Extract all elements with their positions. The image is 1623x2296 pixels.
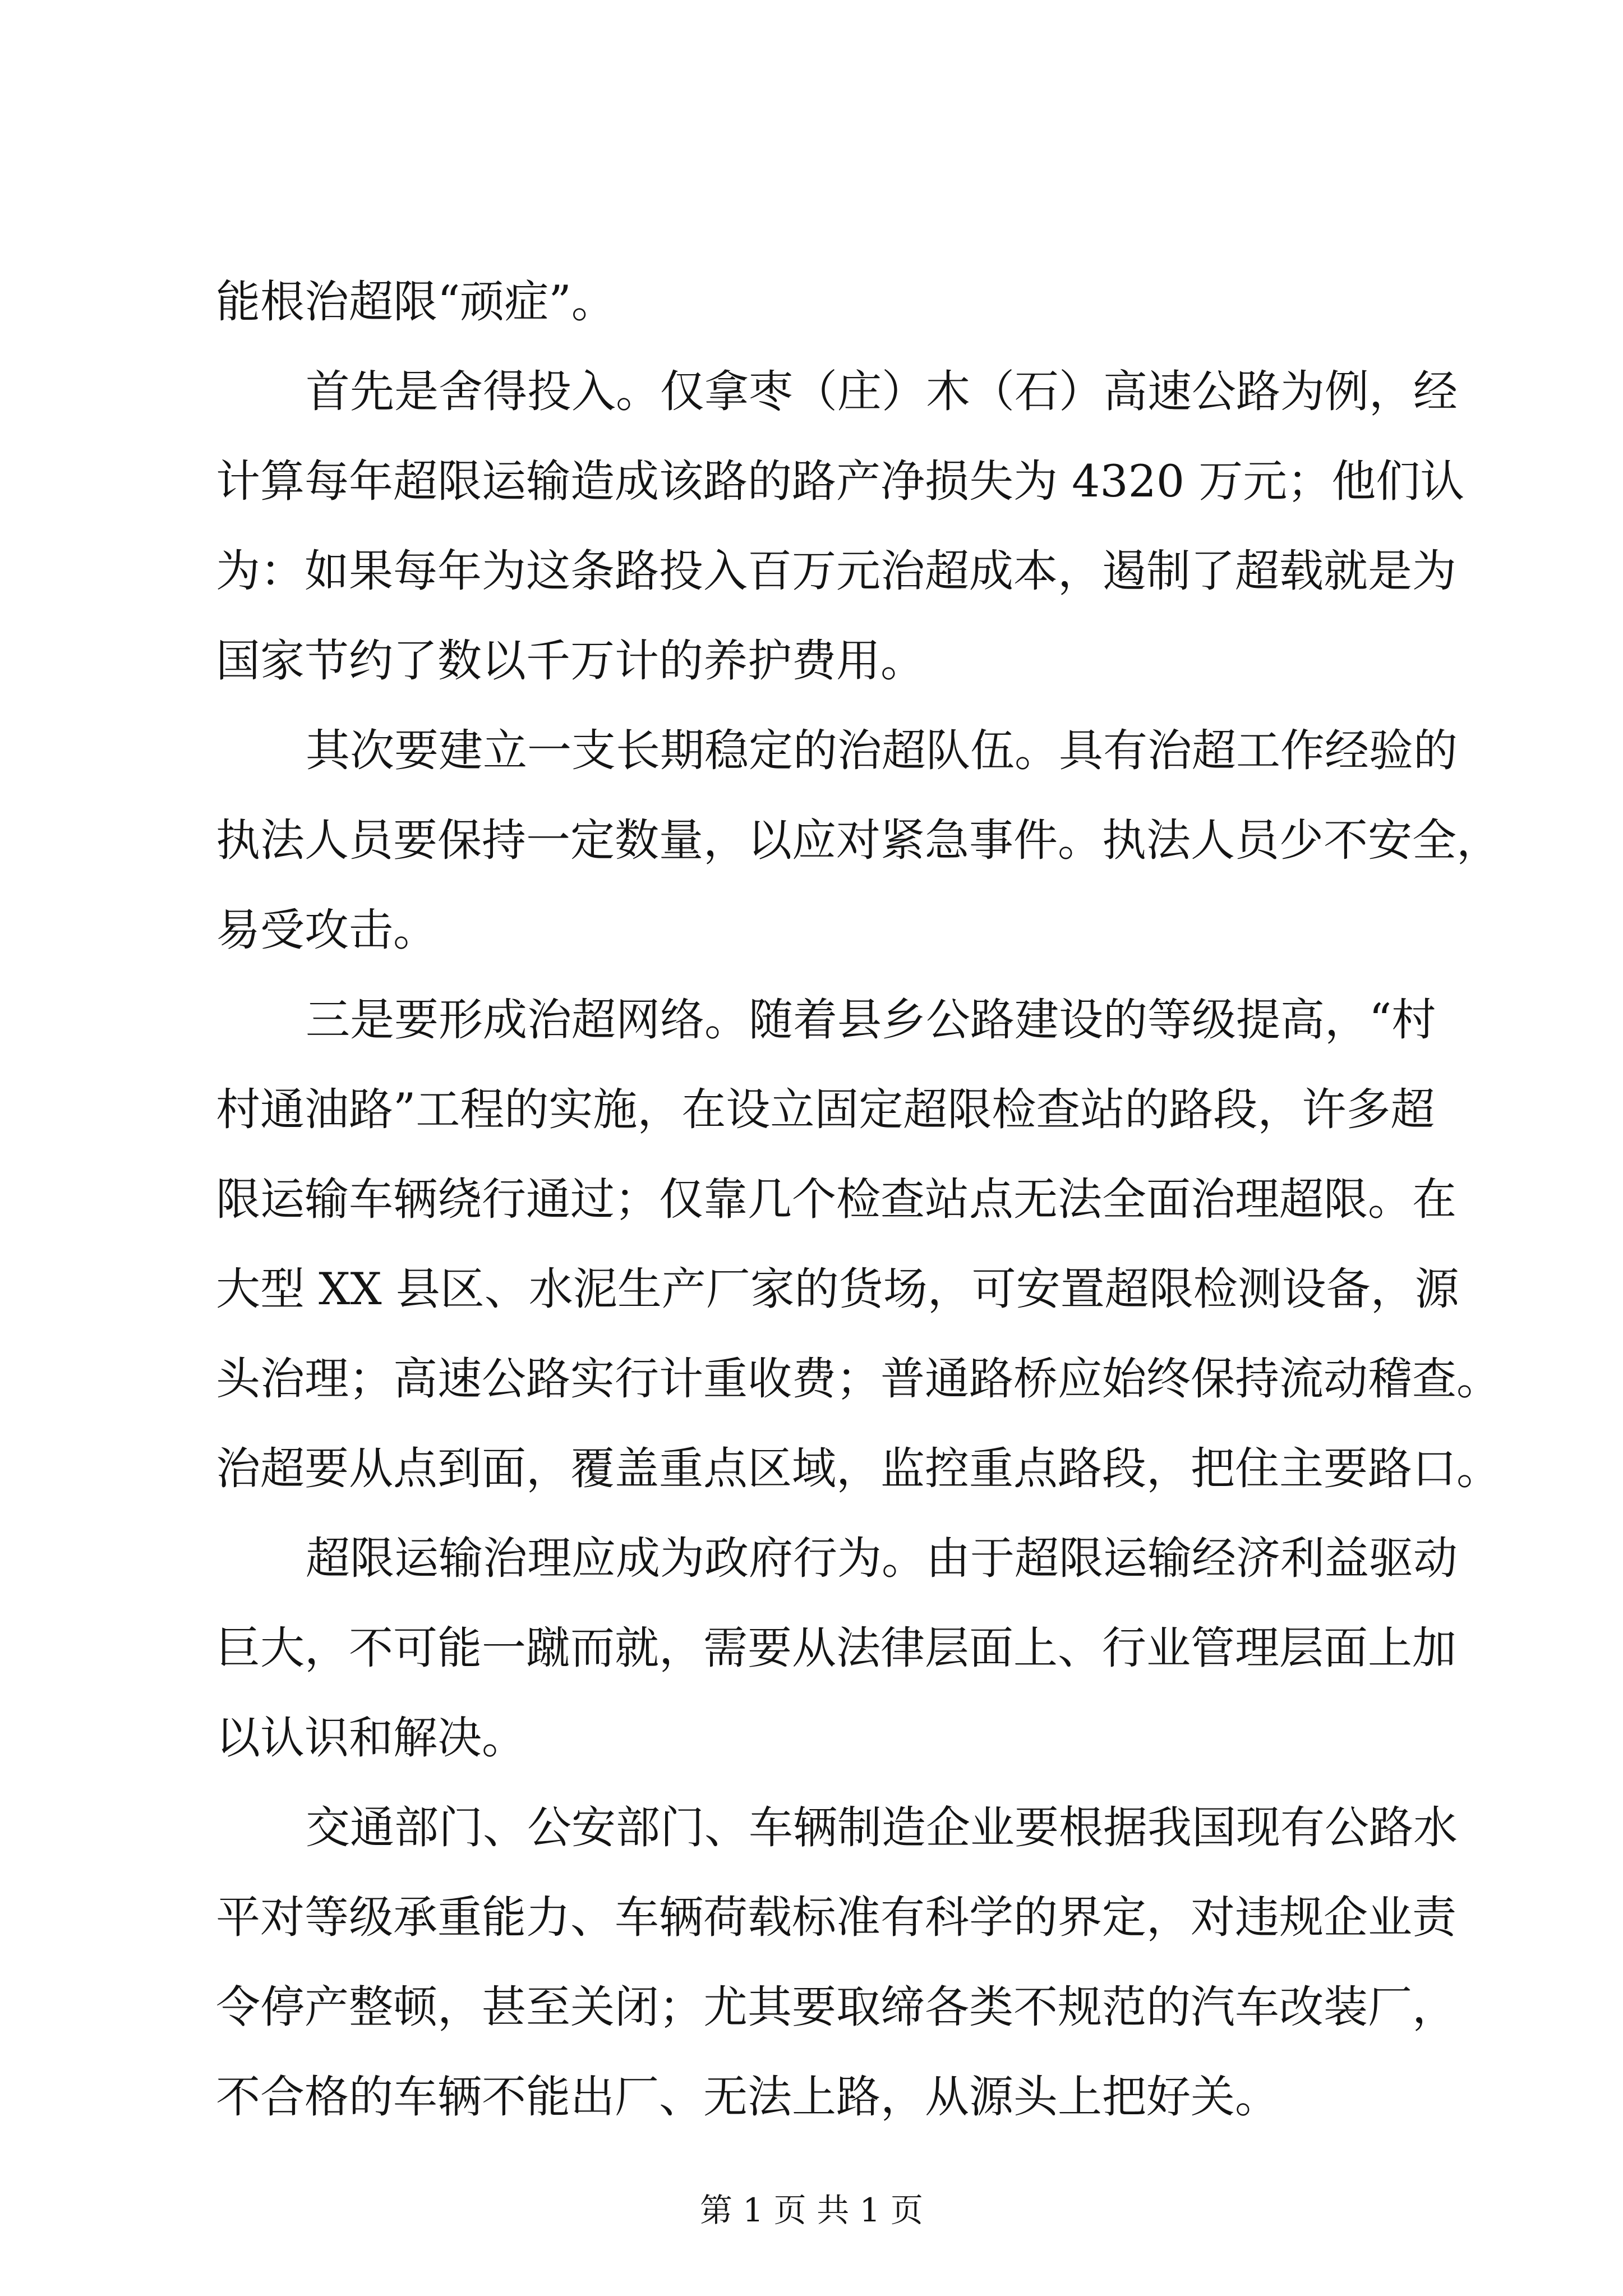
text-line: 能根治超限“顽症”。: [216, 276, 616, 328]
text-line: 交通部门、公安部门、车辆制造企业要根据我国现有公路水: [306, 1802, 1458, 1853]
text-line: 以认识和解决。: [216, 1712, 526, 1764]
text-line: 平对等级承重能力、车辆荷载标准有科学的界定，对违规企业责: [216, 1892, 1456, 1943]
text-line: 首先是舍得投入。仅拿枣（庄）木（石）高速公路为例，经: [306, 366, 1458, 417]
text-line: 村通油路”工程的实施，在设立固定超限检查站的路段，许多超: [216, 1084, 1435, 1135]
text-line: 头治理；高速公路实行计重收费；普通路桥应始终保持流动稽查。: [216, 1353, 1501, 1405]
text-line: 易受攻击。: [216, 904, 437, 956]
text-line: 大型 XX 县区、水泥生产厂家的货场，可安置超限检测设备，源: [216, 1263, 1459, 1315]
text-line: 令停产整顿，甚至关闭；尤其要取缔各类不规范的汽车改装厂，: [216, 1981, 1456, 2033]
text-line: 不合格的车辆不能出厂、无法上路，从源头上把好关。: [216, 2071, 1279, 2123]
text-line: 超限运输治理应成为政府行为。由于超限运输经济利益驱动: [306, 1533, 1458, 1584]
text-line: 计算每年超限运输造成该路的路产净损失为 4320 万元；他们认: [216, 455, 1465, 507]
text-line: 三是要形成治超网络。随着县乡公路建设的等级提高，“村: [306, 994, 1436, 1046]
text-line: 国家节约了数以千万计的养护费用。: [216, 635, 925, 687]
text-line: 巨大，不可能一蹴而就，需要从法律层面上、行业管理层面上加: [216, 1622, 1456, 1674]
text-line: 执法人员要保持一定数量，以应对紧急事件。执法人员少不安全，: [216, 815, 1501, 866]
page-number-footer: 第 1 页 共 1 页: [700, 2191, 923, 2229]
text-line: 为：如果每年为这条路投入百万元治超成本，遏制了超载就是为: [216, 545, 1456, 597]
text-line: 限运输车辆绕行通过；仅靠几个检查站点无法全面治理超限。在: [216, 1174, 1456, 1225]
text-line: 其次要建立一支长期稳定的治超队伍。具有治超工作经验的: [306, 725, 1458, 776]
text-line: 治超要从点到面，覆盖重点区域，监控重点路段，把住主要路口。: [216, 1443, 1501, 1494]
